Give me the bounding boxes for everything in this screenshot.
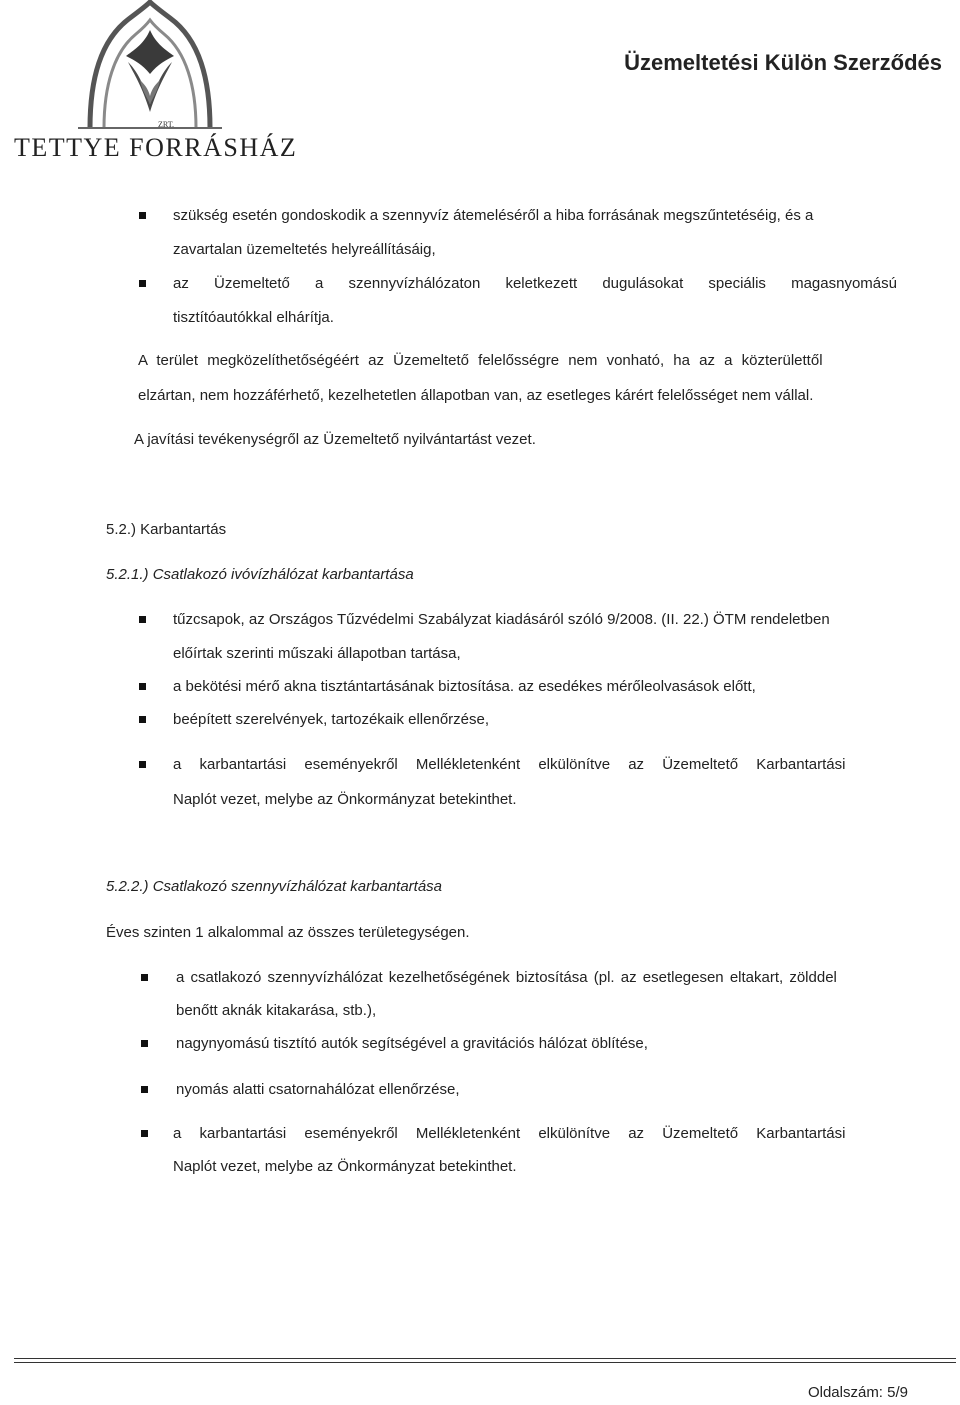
bullet-icon [139,616,146,623]
list2-item3: beépített szerelvények, tartozékaik ellenőrzése, [173,711,490,728]
list3-item4-line2: Naplót vezet, melybe az Önkormányzat betekinthet. [173,1158,517,1175]
bullet-icon [139,683,146,690]
list1-item2-line2: tisztítóautókkal elhárítja. [173,309,334,326]
bullet-icon [141,1130,148,1137]
bullet-icon [139,716,146,723]
subsection-heading: 5.2.2.) Csatlakozó szennyvízhálózat karbantartása [106,878,443,895]
paragraph-line: elzártan, nem hozzáférhető, kezelhetetlen állapotban van, az esetleges kárért felelősséget nem vállal. [138,387,814,404]
list-item-text: szükség esetén gondoskodik a szennyvíz átemeléséről a hiba forrásának megszűntetéséig, és a [173,207,814,224]
bullet-icon [141,1086,148,1093]
list2-item2: a bekötési mérő akna tisztántartásának biztosítása. az esedékes mérőleolvasások előtt, [173,678,756,695]
list3-item2: nagynyomású tisztító autók segítségével a gravitációs hálózat öblítése, [176,1035,648,1052]
list2-item4-line2: Naplót vezet, melybe az Önkormányzat betekinthet. [173,791,517,808]
document-title: Üzemeltetési Külön Szerződés [624,50,942,75]
bullet-icon [141,1040,148,1047]
brand-name: TETTYE FORRÁSHÁZ [14,133,298,162]
footer-divider [14,1358,956,1363]
list2-item1-line2: előírtak szerinti műszaki állapotban tartása, [173,645,461,662]
list3-item3: nyomás alatti csatornahálózat ellenőrzése, [176,1081,460,1098]
paragraph-line: Éves szinten 1 alkalommal az összes területegységen. [106,924,470,941]
bullet-icon [139,761,146,768]
page-number: Oldalszám: 5/9 [807,1384,908,1401]
list2-item4-line1: a karbantartási eseményekről Mellékletenként elkülönítve az Üzemeltető Karbantartási [173,756,846,773]
list1-item2-line1: az Üzemeltető a szennyvízhálózaton keletkezett dugulásokat speciális magasnyomású [173,275,897,292]
bullet-icon [139,280,146,287]
bullet-icon [139,212,146,219]
logo-emblem-icon [70,0,230,130]
list3-item4-line1: a karbantartási eseményekről Mellékletenként elkülönítve az Üzemeltető Karbantartási [173,1125,846,1142]
bullet-icon [141,974,148,981]
list3-item1-line2: benőtt aknák kitakarása, stb.), [176,1002,377,1019]
list1-item1-line1 [173,206,903,226]
list3-item1-line1: a csatlakozó szennyvízhálózat kezelhetőségének biztosítása (pl. az esetlegesen eltakart, zölddel [176,969,837,986]
company-logo [10,0,310,168]
subsection-heading: 5.2.1.) Csatlakozó ivóvízhálózat karbantartása [106,566,414,583]
section-heading: 5.2.) Karbantartás [106,521,227,538]
paragraph-line: A terület megközelíthetőségéért az Üzemeltető felelősségre nem vonható, ha az a közterülettől [138,352,823,369]
list2-item1-line1: tűzcsapok, az Országos Tűzvédelmi Szabályzat kiadásáról szóló 9/2008. (II. 22.) ÖTM rendeletben [173,611,830,628]
paragraph-line: A javítási tevékenységről az Üzemeltető nyilvántartást vezet. [134,431,536,448]
list1-item1-line2: zavartalan üzemeltetés helyreállításáig, [173,241,436,258]
brand-suffix: ZRT. [158,120,175,129]
